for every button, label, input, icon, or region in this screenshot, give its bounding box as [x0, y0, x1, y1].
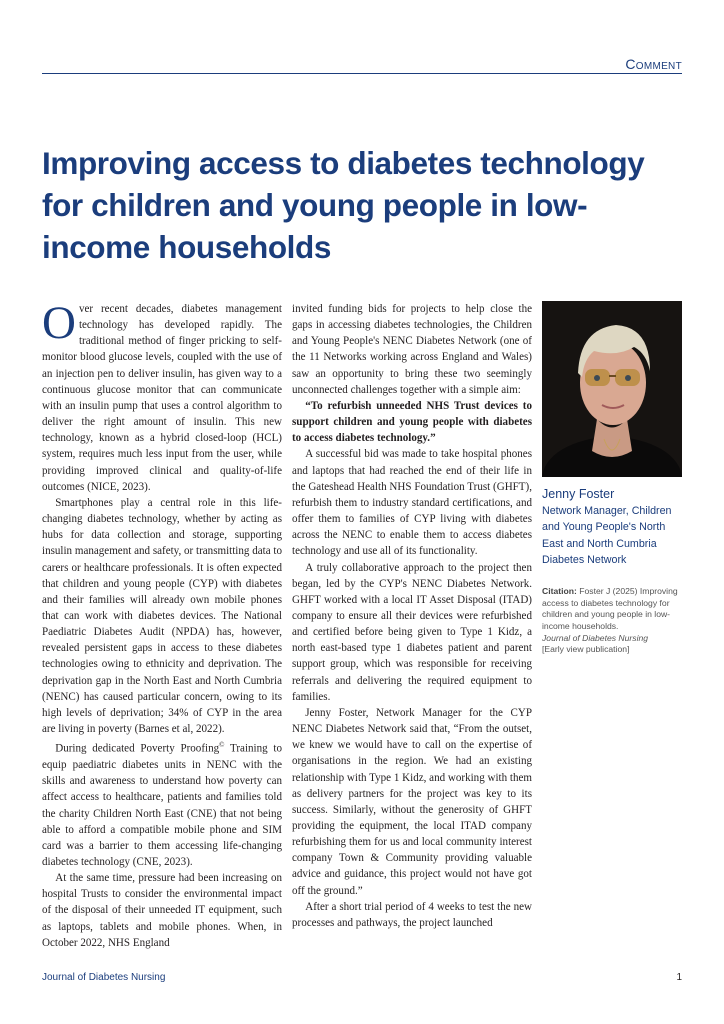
column-1	[42, 297, 282, 951]
paragraph: A truly collaborative approach to the project then began, led by the CYP's NENC Diabetes Network. GHFT worked with a local IT Asset Disposal (ITAD) company to ensure all their devices were refurbished and certified before being given to Type 1 Kidz, a north east-based type 1 diabetes patient and parent support group, which was responsible for receiving referrals and delivering the required equipment to families.	[292, 561, 532, 703]
section-label: Comment	[625, 56, 682, 72]
header-rule	[42, 73, 682, 74]
column-2	[292, 301, 532, 931]
paragraph-text: ver recent decades, diabetes management technology has developed rapidly. The traditional method of finger pricking to self-monitor blood glucose levels, coupled with the use of an injection pen to deliver insulin, has given way to a continuous glucose monitor that can communicate with an insulin pump that uses a control algorithm to deliver the right amount of insulin. This new technology, known as a hybrid closed-loop (HCL) system, requires much less input from the user, while providing improved clinical and quality-of-life outcomes (NICE, 2023).	[42, 303, 282, 493]
paragraph	[42, 737, 282, 870]
author-sidebar	[542, 301, 682, 656]
citation-note: [Early view publication]	[542, 644, 630, 655]
paragraph: A successful bid was made to take hospital phones and laptops that had reached the end of their life in the Gateshead Health NHS Foundation Trust (GHFT), refurbish them to industry standard certifications, and offer them to families of CYP living with diabetes across the NENC to enable them to access diabetes technology and use all of its functionality.	[292, 448, 532, 558]
paragraph-text: Training to equip paediatric diabetes units in NENC with the skills and awareness to understand how poverty can affect access to healthcare, patients and families told the charity Children North East (CNE) that not being able to afford a compatible mobile phone and SIM card was a barrier to them accessing life-changing diabetes technology (CNE, 2023).	[42, 742, 282, 868]
paragraph: Smartphones play a central role in this life-changing diabetes technology, whether by acting as hubs for data collection and storage, supporting insulin management and safety, or transmitting data to carers or healthcare professionals. It is often expected that children and young people (CYP) with diabetes and their families will already own mobile phones that can work with diabetes devices. The National Paediatric Diabetes Audit (NPDA) has, however, revealed persistent gaps in access to these diabetes technologies owing to ethnicity and deprivation. The deprivation gap in the North East and North Cumbria (NENC) has caused particular concern, owing to its high levels of deprivation; 34% of CYP in the area are living in poverty (Barnes et al, 2022).	[42, 496, 282, 736]
citation-label: Citation:	[542, 586, 577, 597]
citation-journal: Journal of Diabetes Nursing	[542, 632, 649, 643]
author-photo	[542, 301, 682, 477]
author-role: Network Manager, Children and Young People's North East and North Cumbria Diabetes Network	[542, 505, 672, 566]
paragraph	[42, 297, 282, 495]
page-number: 1	[676, 972, 682, 983]
aim-quote: “To refurbish unneeded NHS Trust devices to support children and young people with diabetes to access diabetes technology.”	[292, 399, 532, 445]
paragraph: At the same time, pressure had been increasing on hospital Trusts to consider the environmental impact of the disposal of their unneeded IT equipment, such as laptops, tablets and mobile phones. When, in October 2022, NHS England	[42, 872, 282, 949]
author-portrait-image	[542, 301, 682, 477]
footer-journal-name: Journal of Diabetes Nursing	[42, 972, 166, 983]
citation	[542, 586, 682, 656]
article-title: Improving access to diabetes technology for children and young people in low-income households	[42, 145, 645, 265]
author-name: Jenny Foster	[542, 487, 615, 501]
paragraph: After a short trial period of 4 weeks to test the new processes and pathways, the project launched	[292, 900, 532, 929]
drop-cap: O	[42, 297, 76, 349]
paragraph-text: During dedicated Poverty Proofing	[55, 742, 220, 755]
paragraph: Jenny Foster, Network Manager for the CYP NENC Diabetes Network said that, “From the outset, we knew we would have to call on the expertise of organisations in the region. We had an existing relationship with Type 1 Kidz, and working with them as delivery partners for the project was key to its success. Similarly, without the generosity of GHFT providing the equipment, the local ITAD company refurbishing them for us and local community interest company Town & Community providing valuable advice and guidance, this project would not have got off the ground.”	[292, 706, 532, 897]
copyright-mark: ©	[219, 741, 225, 750]
paragraph: invited funding bids for projects to help close the gaps in accessing diabetes technologies, the Children and Young People's NENC Diabetes Network (one of the 11 Networks working across England and Wales) saw an opportunity to bring these two seemingly unconnected challenges together with a simple aim:	[292, 303, 532, 396]
citation-text: Foster J (2025) Improving access to diabetes technology for children and young people in low-income households.	[542, 586, 678, 631]
